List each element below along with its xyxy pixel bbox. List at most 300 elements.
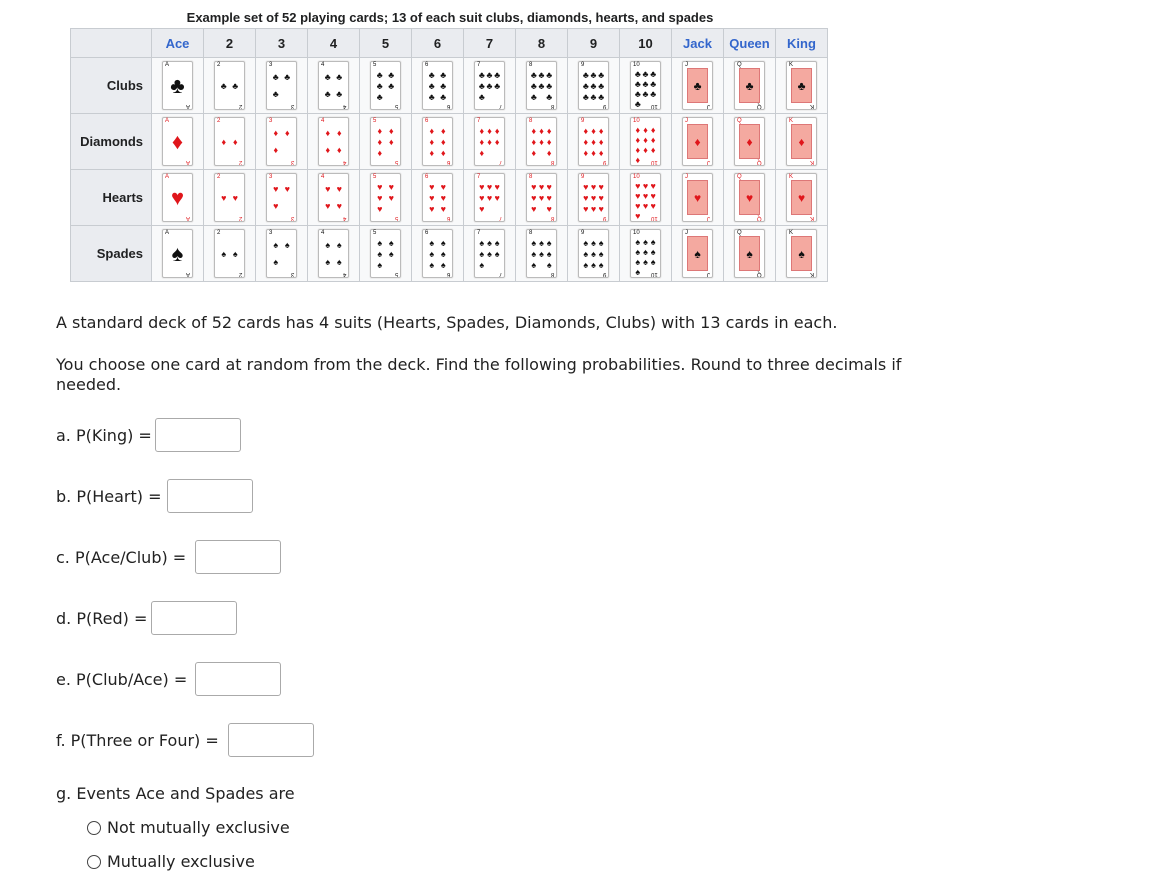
card-index: 10 xyxy=(651,103,658,109)
suit-icon: ♦ xyxy=(598,136,604,147)
suit-icon: ♣ xyxy=(272,72,279,83)
suit-icon: ♣ xyxy=(590,80,597,91)
suit-icon: ♠ xyxy=(650,237,656,247)
card-index: 2 xyxy=(238,103,242,109)
suit-icon: ♥ xyxy=(486,192,493,203)
suit-icon: ♥ xyxy=(440,203,446,214)
rank-header-4: 5 xyxy=(360,29,412,58)
suit-icon: ♣ xyxy=(546,91,553,102)
playing-card xyxy=(422,61,453,110)
suit-icon: ♣ xyxy=(538,69,545,80)
rank-header-10: Jack xyxy=(672,29,724,58)
suit-icon: ♣ xyxy=(284,72,291,83)
suit-icon: ♥ xyxy=(531,181,537,192)
playing-card xyxy=(266,117,297,166)
suit-icon: ♦ xyxy=(479,147,485,158)
answer-input-f[interactable] xyxy=(228,723,314,757)
playing-card xyxy=(214,173,245,222)
suit-icon: ♥ xyxy=(494,192,500,203)
suit-icon: ♥ xyxy=(642,181,649,191)
card-index: A xyxy=(165,62,170,68)
face-card-figure-icon xyxy=(791,180,812,215)
card-cell xyxy=(516,114,568,170)
answer-input-c[interactable] xyxy=(195,540,281,574)
suit-icon: ♠ xyxy=(232,248,238,259)
suit-icon: ♠ xyxy=(598,259,604,270)
suit-icon: ♦ xyxy=(429,125,435,136)
suit-icon: ♥ xyxy=(284,184,290,195)
suit-icon: ♣ xyxy=(494,69,501,80)
card-index: 7 xyxy=(498,103,502,109)
playing-card xyxy=(682,117,713,166)
suit-icon: ♣ xyxy=(590,69,597,80)
card-index: K xyxy=(809,215,814,221)
suit-icon: ♦ xyxy=(171,128,184,154)
suit-icon: ♦ xyxy=(539,136,544,147)
card-index: 8 xyxy=(529,230,533,236)
suit-icon: ♣ xyxy=(388,80,395,91)
problem-instruction: You choose one card at random from the deck. Find the following probabilities. Round to three decimals if needed. xyxy=(56,355,902,394)
suit-icon: ♠ xyxy=(746,246,753,261)
suit-icon: ♠ xyxy=(643,257,648,267)
card-index: Q xyxy=(757,103,762,109)
suit-icon: ♣ xyxy=(582,91,589,102)
card-index: 9 xyxy=(581,230,585,236)
suit-icon: ♠ xyxy=(531,237,537,248)
suit-icon: ♠ xyxy=(650,247,656,257)
suit-icon: ♦ xyxy=(273,128,279,139)
card-cell xyxy=(568,170,620,226)
suit-icon: ♥ xyxy=(650,191,656,201)
card-cell xyxy=(620,170,672,226)
card-index: 10 xyxy=(633,118,640,124)
suit-icon: ♦ xyxy=(546,147,552,158)
card-index: J xyxy=(707,103,710,109)
suit-icon: ♥ xyxy=(336,184,342,195)
suit-icon: ♥ xyxy=(273,200,279,211)
suit-icon: ♥ xyxy=(797,190,806,205)
card-cell xyxy=(516,170,568,226)
face-card-figure-icon xyxy=(687,68,708,103)
suit-row xyxy=(71,58,828,114)
suit-icon: ♠ xyxy=(539,237,544,248)
card-cell xyxy=(516,58,568,114)
playing-card xyxy=(526,229,557,278)
suit-icon: ♣ xyxy=(428,91,435,102)
playing-card xyxy=(734,229,765,278)
suit-icon: ♥ xyxy=(635,201,641,211)
card-index: 2 xyxy=(238,271,242,277)
suit-icon: ♦ xyxy=(377,147,383,158)
card-cell xyxy=(308,58,360,114)
card-cell xyxy=(724,58,776,114)
radio-circle-icon[interactable] xyxy=(87,821,101,835)
card-cell xyxy=(464,226,516,282)
face-card-figure-icon xyxy=(791,68,812,103)
suit-label: Clubs xyxy=(71,58,152,114)
suit-icon: ♠ xyxy=(583,259,589,270)
suit-icon: ♦ xyxy=(388,125,394,136)
suit-icon: ♠ xyxy=(598,248,604,259)
playing-card xyxy=(630,117,661,166)
suit-icon: ♦ xyxy=(336,128,342,139)
radio-option-not-mutually-exclusive[interactable] xyxy=(87,818,290,837)
card-index: J xyxy=(707,159,710,165)
rank-header-8: 9 xyxy=(568,29,620,58)
suit-icon: ♦ xyxy=(531,147,537,158)
suit-icon: ♠ xyxy=(798,246,805,261)
suit-icon: ♥ xyxy=(650,201,656,211)
suit-icon: ♥ xyxy=(273,184,279,195)
card-cell xyxy=(152,170,204,226)
suit-icon: ♣ xyxy=(590,91,597,102)
suit-icon: ♥ xyxy=(377,203,383,214)
suit-icon: ♣ xyxy=(634,79,641,89)
face-card-figure-icon xyxy=(791,124,812,159)
suit-icon: ♠ xyxy=(487,237,492,248)
suit-icon: ♣ xyxy=(336,88,343,99)
card-cell xyxy=(204,170,256,226)
suit-icon: ♥ xyxy=(388,192,394,203)
question-e-label: e. P(Club/Ace) = xyxy=(56,670,188,689)
suit-icon: ♦ xyxy=(232,136,238,147)
suit-icon: ♦ xyxy=(583,125,589,136)
card-cell xyxy=(256,58,308,114)
suit-icon: ♥ xyxy=(538,192,545,203)
card-index: 6 xyxy=(446,159,450,165)
suit-row xyxy=(71,170,828,226)
answer-input-a[interactable] xyxy=(155,418,241,452)
suit-icon: ♣ xyxy=(428,80,435,91)
suit-icon: ♥ xyxy=(377,192,383,203)
suit-icon: ♥ xyxy=(486,181,493,192)
answer-input-b[interactable] xyxy=(167,479,253,513)
suit-icon: ♥ xyxy=(590,203,597,214)
playing-card xyxy=(266,173,297,222)
suit-icon: ♥ xyxy=(325,200,331,211)
suit-icon: ♥ xyxy=(325,184,331,195)
suit-icon: ♣ xyxy=(478,69,485,80)
suit-icon: ♥ xyxy=(590,192,597,203)
playing-card xyxy=(162,173,193,222)
playing-card xyxy=(214,61,245,110)
playing-card xyxy=(318,61,349,110)
suit-icon: ♠ xyxy=(429,248,435,259)
card-index: 3 xyxy=(290,215,294,221)
card-cell xyxy=(672,226,724,282)
corner-cell xyxy=(71,29,152,58)
suit-icon: ♣ xyxy=(634,89,641,99)
card-index: 10 xyxy=(651,215,658,221)
suit-icon: ♠ xyxy=(591,237,596,248)
playing-card xyxy=(370,173,401,222)
suit-icon: ♣ xyxy=(598,80,605,91)
card-cell xyxy=(776,170,828,226)
playing-card xyxy=(422,229,453,278)
suit-icon: ♣ xyxy=(650,89,657,99)
suit-icon: ♥ xyxy=(583,181,589,192)
suit-icon: ♠ xyxy=(325,240,331,251)
playing-card xyxy=(474,173,505,222)
suit-icon: ♣ xyxy=(582,80,589,91)
rank-header-12: King xyxy=(776,29,828,58)
playing-card xyxy=(526,61,557,110)
suit-icon: ♠ xyxy=(635,237,641,247)
card-index: 4 xyxy=(342,271,346,277)
problem-intro: A standard deck of 52 cards has 4 suits (Hearts, Spades, Diamonds, Clubs) with 13 cards in each. xyxy=(56,313,838,332)
suit-icon: ♦ xyxy=(494,125,500,136)
card-index: 6 xyxy=(446,271,450,277)
deck-table xyxy=(70,28,828,282)
suit-icon: ♠ xyxy=(440,237,446,248)
card-index: 10 xyxy=(633,174,640,180)
card-index: 4 xyxy=(342,103,346,109)
card-cell xyxy=(308,226,360,282)
suit-icon: ♣ xyxy=(650,79,657,89)
suit-icon: ♥ xyxy=(635,211,641,221)
suit-icon: ♣ xyxy=(440,91,447,102)
suit-icon: ♣ xyxy=(388,69,395,80)
suit-icon: ♥ xyxy=(531,203,537,214)
card-index: 7 xyxy=(477,62,481,68)
card-index: Q xyxy=(757,271,762,277)
suit-icon: ♠ xyxy=(429,259,435,270)
suit-label: Diamonds xyxy=(71,114,152,170)
card-index: 6 xyxy=(425,118,429,124)
suit-icon: ♣ xyxy=(272,88,279,99)
suit-icon: ♣ xyxy=(642,79,649,89)
card-index: Q xyxy=(737,118,742,124)
card-index: 2 xyxy=(238,215,242,221)
suit-icon: ♠ xyxy=(479,237,485,248)
suit-icon: ♦ xyxy=(650,135,656,145)
card-cell xyxy=(516,226,568,282)
playing-card xyxy=(422,173,453,222)
suit-icon: ♣ xyxy=(220,80,227,91)
playing-card xyxy=(786,61,817,110)
suit-icon: ♣ xyxy=(170,72,185,98)
radio-option-mutually-exclusive[interactable] xyxy=(87,852,255,871)
suit-label: Hearts xyxy=(71,170,152,226)
suit-icon: ♣ xyxy=(478,80,485,91)
card-index: A xyxy=(185,103,190,109)
suit-icon: ♦ xyxy=(798,134,805,149)
face-card-figure-icon xyxy=(739,68,760,103)
question-c-label: c. P(Ace/Club) = xyxy=(56,548,187,567)
card-index: 3 xyxy=(269,118,273,124)
suit-icon: ♥ xyxy=(221,192,227,203)
question-d-label: d. P(Red) = xyxy=(56,609,148,628)
suit-icon: ♠ xyxy=(546,248,552,259)
suit-icon: ♣ xyxy=(797,78,806,93)
rank-header-row xyxy=(71,29,828,58)
card-index: A xyxy=(165,118,170,124)
card-index: K xyxy=(789,62,794,68)
playing-card xyxy=(682,173,713,222)
card-cell xyxy=(672,58,724,114)
card-index: 8 xyxy=(529,174,533,180)
rank-header-0: Ace xyxy=(152,29,204,58)
suit-icon: ♦ xyxy=(650,125,656,135)
suit-row xyxy=(71,114,828,170)
suit-icon: ♦ xyxy=(440,125,446,136)
suit-icon: ♦ xyxy=(284,128,290,139)
suit-icon: ♣ xyxy=(376,69,383,80)
suit-icon: ♥ xyxy=(440,181,446,192)
playing-card xyxy=(682,229,713,278)
suit-icon: ♥ xyxy=(598,192,604,203)
rank-header-3: 4 xyxy=(308,29,360,58)
suit-icon: ♣ xyxy=(530,69,537,80)
answer-input-d[interactable] xyxy=(151,601,237,635)
playing-card xyxy=(786,229,817,278)
card-index: 7 xyxy=(477,230,481,236)
suit-icon: ♣ xyxy=(428,69,435,80)
card-cell xyxy=(672,114,724,170)
suit-icon: ♦ xyxy=(591,147,596,158)
card-index: 8 xyxy=(529,62,533,68)
suit-icon: ♣ xyxy=(598,69,605,80)
playing-card xyxy=(630,61,661,110)
card-index: K xyxy=(809,103,814,109)
playing-card xyxy=(526,173,557,222)
suit-icon: ♦ xyxy=(591,125,596,136)
card-cell xyxy=(568,58,620,114)
suit-icon: ♦ xyxy=(325,128,331,139)
playing-card xyxy=(578,117,609,166)
suit-icon: ♣ xyxy=(634,69,641,79)
suit-icon: ♠ xyxy=(273,240,279,251)
playing-card xyxy=(474,229,505,278)
card-index: J xyxy=(707,271,710,277)
card-index: Q xyxy=(737,62,742,68)
suit-icon: ♦ xyxy=(643,125,648,135)
suit-icon: ♣ xyxy=(642,89,649,99)
card-cell xyxy=(776,226,828,282)
suit-icon: ♥ xyxy=(479,203,485,214)
suit-icon: ♣ xyxy=(336,72,343,83)
card-index: 9 xyxy=(581,118,585,124)
card-index: 4 xyxy=(342,215,346,221)
suit-icon: ♣ xyxy=(486,69,493,80)
face-card-figure-icon xyxy=(687,124,708,159)
suit-icon: ♠ xyxy=(388,248,394,259)
card-cell xyxy=(204,58,256,114)
suit-icon: ♥ xyxy=(635,191,641,201)
card-index: 7 xyxy=(477,118,481,124)
playing-card xyxy=(526,117,557,166)
suit-icon: ♣ xyxy=(440,69,447,80)
suit-icon: ♣ xyxy=(486,80,493,91)
suit-icon: ♠ xyxy=(479,248,485,259)
playing-card xyxy=(370,117,401,166)
suit-icon: ♠ xyxy=(539,248,544,259)
suit-icon: ♠ xyxy=(635,257,641,267)
suit-icon: ♥ xyxy=(479,181,485,192)
suit-icon: ♥ xyxy=(388,181,394,192)
playing-card xyxy=(370,229,401,278)
suit-icon: ♣ xyxy=(598,91,605,102)
card-index: 9 xyxy=(581,174,585,180)
suit-icon: ♣ xyxy=(494,80,501,91)
suit-icon: ♥ xyxy=(693,190,702,205)
suit-icon: ♠ xyxy=(591,248,596,259)
card-index: 2 xyxy=(217,62,221,68)
card-index: 6 xyxy=(425,230,429,236)
suit-icon: ♥ xyxy=(635,181,641,191)
card-index: 9 xyxy=(602,159,606,165)
suit-icon: ♣ xyxy=(546,69,553,80)
card-index: 3 xyxy=(290,271,294,277)
card-index: 5 xyxy=(394,103,398,109)
card-index: 8 xyxy=(550,271,554,277)
suit-icon: ♥ xyxy=(745,190,754,205)
suit-icon: ♠ xyxy=(377,248,383,259)
card-cell xyxy=(152,114,204,170)
suit-icon: ♥ xyxy=(429,192,435,203)
card-index: 9 xyxy=(602,271,606,277)
rank-header-2: 3 xyxy=(256,29,308,58)
rank-header-7: 8 xyxy=(516,29,568,58)
suit-icon: ♦ xyxy=(598,147,604,158)
suit-icon: ♠ xyxy=(479,259,485,270)
answer-input-e[interactable] xyxy=(195,662,281,696)
suit-icon: ♦ xyxy=(479,125,485,136)
suit-icon: ♣ xyxy=(376,91,383,102)
suit-icon: ♠ xyxy=(388,237,394,248)
card-index: 6 xyxy=(446,215,450,221)
card-cell xyxy=(360,114,412,170)
card-cell xyxy=(412,114,464,170)
card-index: 8 xyxy=(550,215,554,221)
card-index: A xyxy=(165,174,170,180)
card-index: 9 xyxy=(602,103,606,109)
suit-icon: ♣ xyxy=(530,91,537,102)
suit-icon: ♣ xyxy=(538,80,545,91)
card-index: 3 xyxy=(290,159,294,165)
playing-card xyxy=(578,61,609,110)
suit-icon: ♠ xyxy=(221,248,227,259)
suit-icon: ♦ xyxy=(487,125,492,136)
suit-icon: ♣ xyxy=(324,88,331,99)
suit-icon: ♥ xyxy=(531,192,537,203)
rank-header-9: 10 xyxy=(620,29,672,58)
suit-icon: ♣ xyxy=(440,80,447,91)
card-index: 4 xyxy=(321,230,325,236)
card-cell xyxy=(204,114,256,170)
card-index: 2 xyxy=(217,230,221,236)
suit-icon: ♦ xyxy=(591,136,596,147)
card-index: 5 xyxy=(373,174,377,180)
deck-caption: Example set of 52 playing cards; 13 of each suit clubs, diamonds, hearts, and spades xyxy=(186,10,714,25)
card-index: 7 xyxy=(498,271,502,277)
radio-circle-icon[interactable] xyxy=(87,855,101,869)
card-index: 2 xyxy=(217,174,221,180)
suit-icon: ♥ xyxy=(650,181,656,191)
playing-card xyxy=(734,173,765,222)
suit-icon: ♣ xyxy=(546,80,553,91)
question-g-label: g. Events Ace and Spades are xyxy=(56,784,295,803)
playing-card xyxy=(682,61,713,110)
card-index: A xyxy=(185,271,190,277)
suit-icon: ♦ xyxy=(598,125,604,136)
card-cell xyxy=(412,226,464,282)
card-index: J xyxy=(707,215,710,221)
suit-icon: ♥ xyxy=(429,181,435,192)
playing-card xyxy=(162,117,193,166)
suit-row xyxy=(71,226,828,282)
face-card-figure-icon xyxy=(687,236,708,271)
